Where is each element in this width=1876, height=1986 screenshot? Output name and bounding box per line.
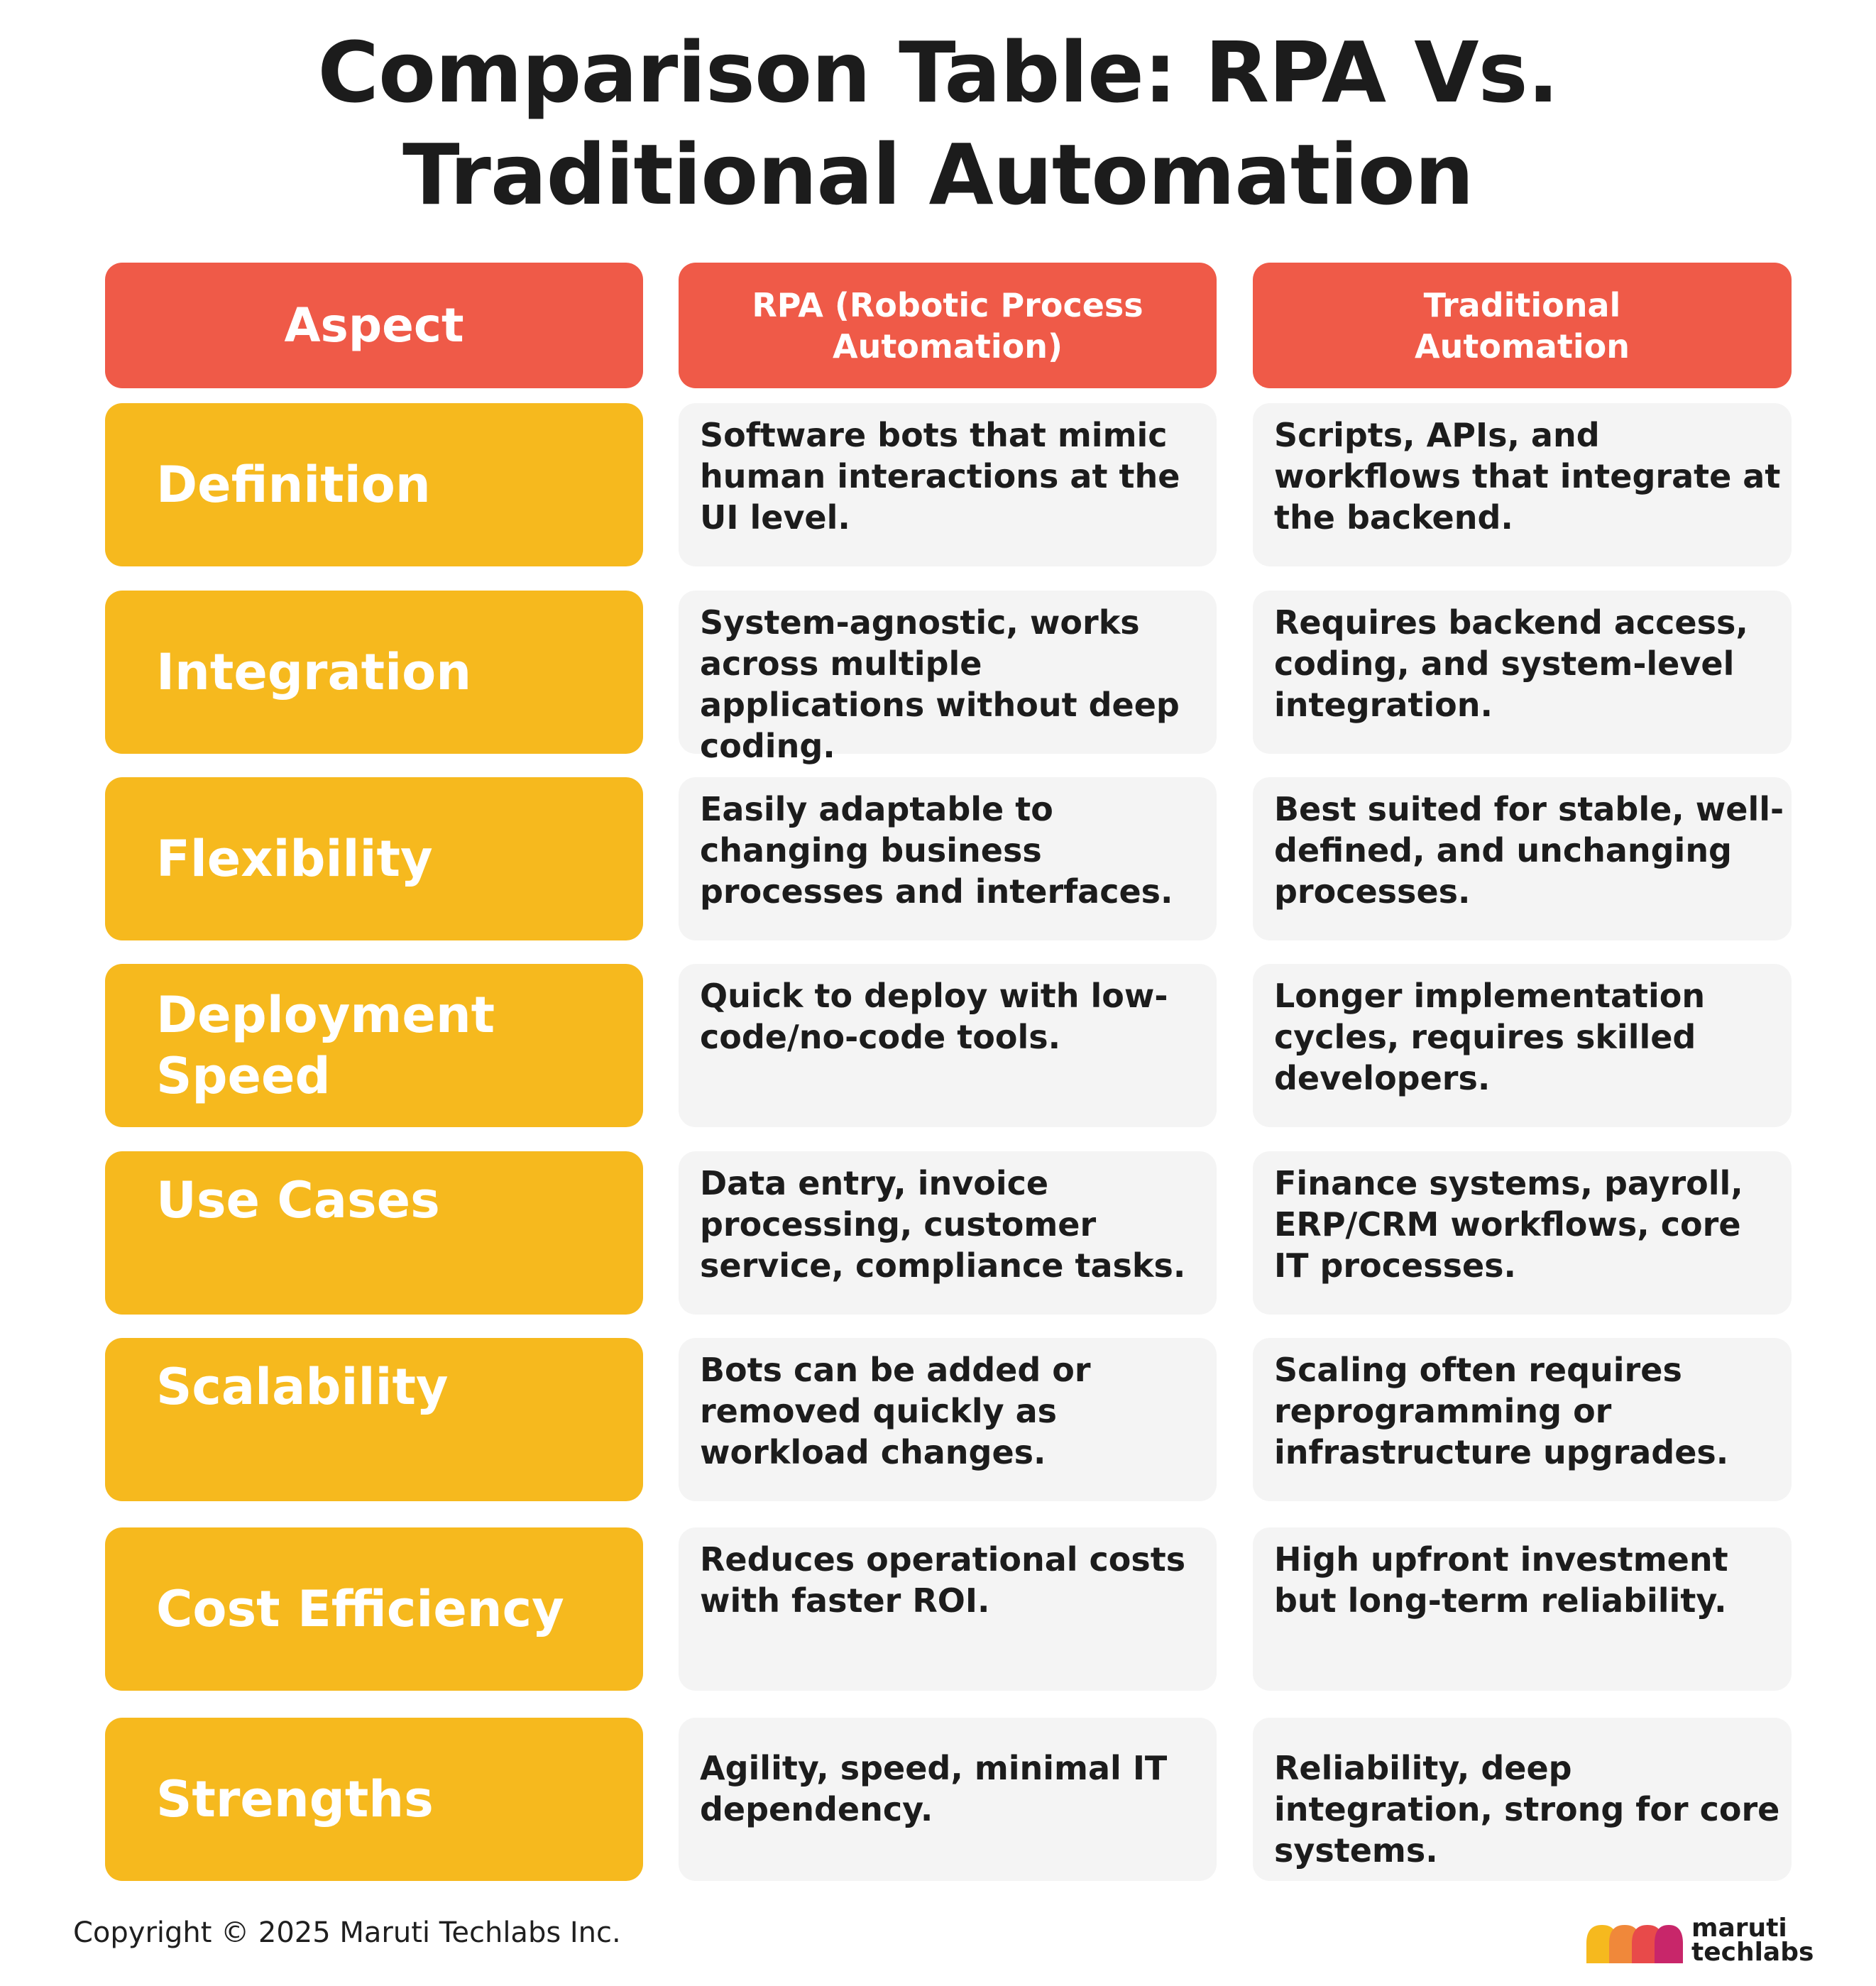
header-traditional: Traditional Automation (1253, 263, 1792, 388)
logo-text-line-1: maruti (1691, 1914, 1787, 1943)
rpa-cost-efficiency: Reduces operational costs with faster ROI. (679, 1527, 1217, 1691)
header-aspect: Aspect (105, 263, 643, 388)
aspect-flexibility: Flexibility (105, 777, 643, 940)
aspect-integration: Integration (105, 591, 643, 754)
aspect-deployment-speed: Deployment Speed (105, 964, 643, 1127)
title-line-2: Traditional Automation (402, 126, 1474, 224)
traditional-scalability: Scaling often requires reprogramming or infrastructure upgrades. (1253, 1338, 1792, 1501)
rpa-use-cases: Data entry, invoice processing, customer service, compliance tasks. (679, 1151, 1217, 1315)
maruti-techlabs-logo (1586, 1915, 1821, 1972)
aspect-strengths: Strengths (105, 1718, 643, 1881)
rpa-integration: System-agnostic, works across multiple applications without deep coding. (679, 591, 1217, 754)
rpa-deployment-speed: Quick to deploy with low-code/no-code tools. (679, 964, 1217, 1127)
traditional-deployment-speed: Longer implementation cycles, requires skilled developers. (1253, 964, 1792, 1127)
copyright-text: Copyright © 2025 Maruti Techlabs Inc. (73, 1916, 621, 1949)
rpa-flexibility: Easily adaptable to changing business processes and interfaces. (679, 777, 1217, 940)
header-rpa: RPA (Robotic Process Automation) (679, 263, 1217, 388)
traditional-use-cases: Finance systems, payroll, ERP/CRM workflows, core IT processes. (1253, 1151, 1792, 1315)
traditional-integration: Requires backend access, coding, and system-level integration. (1253, 591, 1792, 754)
traditional-definition: Scripts, APIs, and workflows that integrate at the backend. (1253, 403, 1792, 566)
rpa-strengths: Agility, speed, minimal IT dependency. (679, 1718, 1217, 1881)
logo-mark-icon (1586, 1922, 1686, 1965)
page-title (0, 21, 1876, 226)
rpa-definition: Software bots that mimic human interactions at the UI level. (679, 403, 1217, 566)
logo-wordmark (1691, 1916, 1814, 1965)
aspect-cost-efficiency: Cost Efficiency (105, 1527, 643, 1691)
traditional-flexibility: Best suited for stable, well-defined, and unchanging processes. (1253, 777, 1792, 940)
aspect-definition: Definition (105, 403, 643, 566)
traditional-strengths: Reliability, deep integration, strong for core systems. (1253, 1718, 1792, 1881)
traditional-cost-efficiency: High upfront investment but long-term reliability. (1253, 1527, 1792, 1691)
aspect-use-cases: Use Cases (105, 1151, 643, 1315)
title-line-1: Comparison Table: RPA Vs. (317, 23, 1559, 121)
logo-text-line-2: techlabs (1691, 1938, 1814, 1967)
rpa-scalability: Bots can be added or removed quickly as workload changes. (679, 1338, 1217, 1501)
aspect-scalability: Scalability (105, 1338, 643, 1501)
